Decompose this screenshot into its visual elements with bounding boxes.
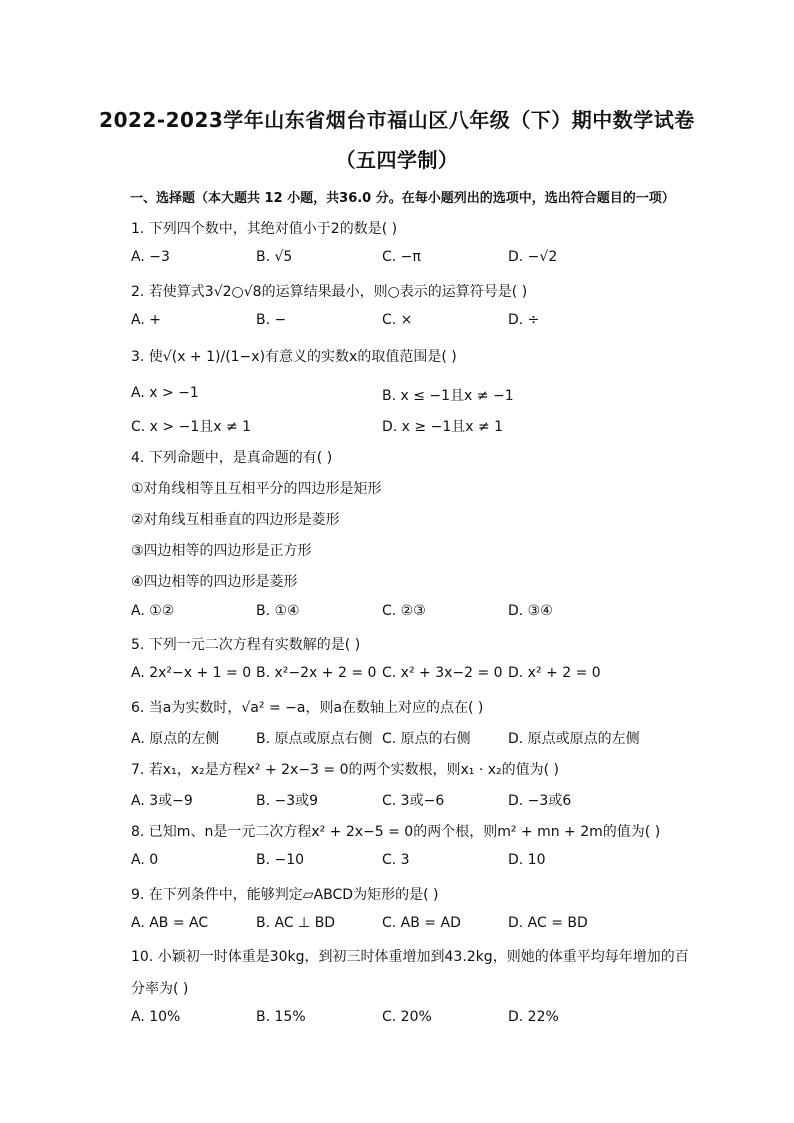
question-4-option-d: D. ③④	[508, 603, 553, 619]
question-9-option-b: B. AC ⊥ BD	[256, 915, 336, 931]
question-4-option-c: C. ②③	[382, 603, 426, 619]
question-5-option-c: C. x² + 3x−2 = 0	[382, 665, 503, 681]
question-1-stem: 1. 下列四个数中，其绝对值小于2的数是( )	[131, 221, 398, 237]
question-8-option-b: B. −10	[256, 852, 305, 868]
question-4-option-b: B. ①④	[256, 603, 300, 619]
question-10-option-b: B. 15%	[256, 1009, 306, 1025]
question-9-option-c: C. AB = AD	[382, 915, 461, 931]
question-4-proposition-4: ④四边相等的四边形是菱形	[131, 574, 298, 590]
question-4-option-a: A. ①②	[131, 603, 175, 619]
question-10-stem: 10. 小颖初一时体重是30kg，到初三时体重增加到43.2kg，则她的体重平均每年增加的百	[131, 949, 689, 965]
question-6-option-d: D. 原点或原点的左侧	[508, 731, 640, 747]
question-4-proposition-3: ③四边相等的四边形是正方形	[131, 543, 312, 559]
question-3-option-d: D. x ≥ −1且x ≠ 1	[382, 419, 504, 435]
question-1-option-a: A. −3	[131, 249, 170, 265]
question-8-option-d: D. 10	[508, 852, 546, 868]
question-3-option-b: B. x ≤ −1且x ≠ −1	[382, 388, 514, 404]
question-5-stem: 5. 下列一元二次方程有实数解的是( )	[131, 637, 361, 653]
question-2-option-b: B. −	[256, 312, 287, 328]
question-7-stem: 7. 若x₁，x₂是方程x² + 2x−3 = 0的两个实数根，则x₁ · x₂的值为( )	[131, 762, 560, 778]
question-2-option-d: D. ÷	[508, 312, 540, 328]
question-6-option-a: A. 原点的左侧	[131, 731, 220, 747]
question-5-option-d: D. x² + 2 = 0	[508, 665, 601, 681]
question-6-option-b: B. 原点或原点右侧	[256, 731, 373, 747]
question-4-proposition-1: ①对角线相等且互相平分的四边形是矩形	[131, 481, 382, 497]
question-2-stem: 2. 若使算式3√2○√8的运算结果最小，则○表示的运算符号是( )	[131, 284, 528, 300]
question-9-option-d: D. AC = BD	[508, 915, 588, 931]
question-7-option-c: C. 3或−6	[382, 793, 445, 809]
question-9-option-a: A. AB = AC	[131, 915, 209, 931]
question-1-option-d: D. −√2	[508, 249, 558, 265]
question-7-option-a: A. 3或−9	[131, 793, 193, 809]
question-8-option-a: A. 0	[131, 852, 159, 868]
question-6-stem: 6. 当a为实数时，√a² = −a，则a在数轴上对应的点在( )	[131, 700, 484, 716]
question-5-option-b: B. x²−2x + 2 = 0	[256, 665, 377, 681]
question-7-option-b: B. −3或9	[256, 793, 319, 809]
exam-subtitle: （五四学制）	[335, 148, 459, 172]
question-10-option-d: D. 22%	[508, 1009, 559, 1025]
section-heading: 一、选择题（本大题共 12 小题，共36.0 分。在每小题列出的选项中，选出符合题目的一项）	[130, 191, 675, 206]
question-10-stem-continued: 分率为( )	[131, 981, 189, 997]
question-1-option-b: B. √5	[256, 249, 293, 265]
question-6-option-c: C. 原点的右侧	[382, 731, 471, 747]
question-3-option-c: C. x > −1且x ≠ 1	[131, 419, 252, 435]
question-10-option-c: C. 20%	[382, 1009, 432, 1025]
question-1-option-c: C. −π	[382, 249, 421, 265]
question-3-option-a: A. x > −1	[131, 385, 199, 401]
question-2-option-c: C. ×	[382, 312, 413, 328]
question-9-stem: 9. 在下列条件中，能够判定▱ABCD为矩形的是( )	[131, 887, 439, 903]
exam-title: 2022-2023学年山东省烟台市福山区八年级（下）期中数学试卷	[99, 108, 695, 132]
question-5-option-a: A. 2x²−x + 1 = 0	[131, 665, 252, 681]
question-10-option-a: A. 10%	[131, 1009, 181, 1025]
question-3-stem: 3. 使√(x + 1)/(1−x)有意义的实数x的取值范围是( )	[131, 349, 457, 365]
question-8-option-c: C. 3	[382, 852, 410, 868]
question-8-stem: 8. 已知m、n是一元二次方程x² + 2x−5 = 0的两个根，则m² + mn + 2m的值为( )	[131, 824, 661, 840]
question-4-proposition-2: ②对角线互相垂直的四边形是菱形	[131, 512, 340, 528]
question-4-stem: 4. 下列命题中，是真命题的有( )	[131, 450, 333, 466]
question-7-option-d: D. −3或6	[508, 793, 572, 809]
question-2-option-a: A. +	[131, 312, 161, 328]
